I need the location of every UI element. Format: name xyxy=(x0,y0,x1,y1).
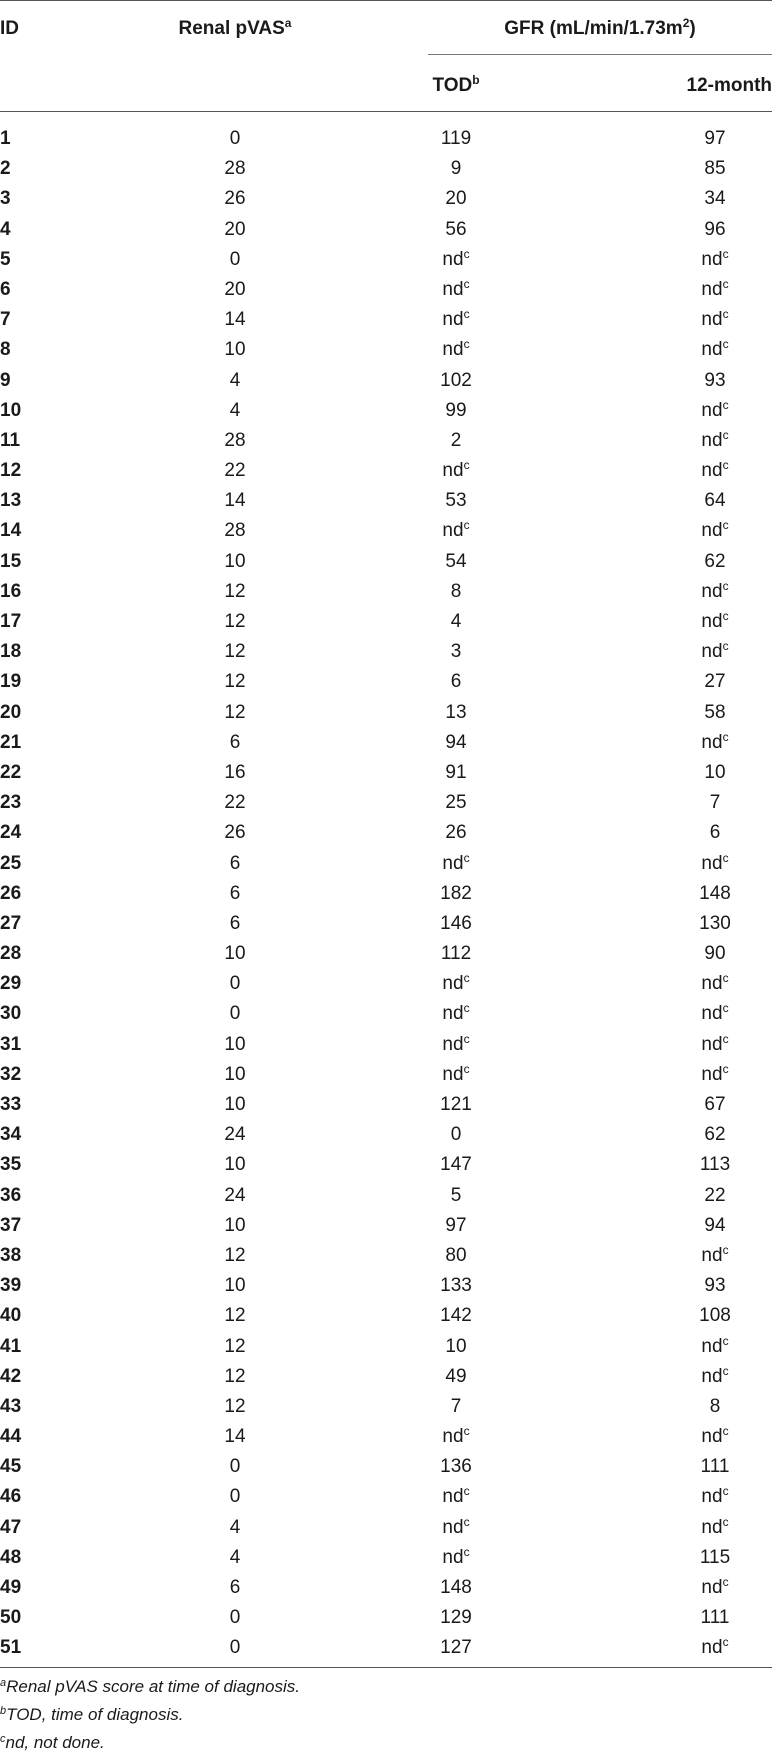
cell-id: 46 xyxy=(0,1486,22,1508)
cell-id: 51 xyxy=(0,1637,22,1659)
cell-id: 21 xyxy=(0,731,22,753)
cell-gfr-tod: 133 xyxy=(440,1275,472,1297)
cell-gfr-tod: 136 xyxy=(440,1456,472,1478)
cell-gfr-12-month: $nd^c$ xyxy=(701,639,729,663)
cell-renal-pvas: 16 xyxy=(224,761,246,783)
cell-gfr-12-month: 148 xyxy=(699,882,731,904)
cell-gfr-12-month: $nd^c$ xyxy=(701,609,729,632)
cell-gfr-12-month: 96 xyxy=(704,218,726,240)
table-row xyxy=(0,1573,772,1603)
footnote-b: $^b$TOD, time of diagnosis. xyxy=(0,1705,184,1724)
cell-renal-pvas: 4 xyxy=(229,1516,241,1538)
table-row xyxy=(0,456,772,486)
cell-renal-pvas: 0 xyxy=(229,1637,241,1659)
cell-renal-pvas: 10 xyxy=(224,1094,246,1115)
cell-gfr-12-month: $nd^c$ xyxy=(701,850,729,874)
cell-id: 20 xyxy=(0,701,22,723)
cell-renal-pvas: 0 xyxy=(229,248,241,270)
cell-gfr-tod: 99 xyxy=(445,399,467,421)
cell-renal-pvas: 12 xyxy=(224,611,246,632)
cell-gfr-12-month: $nd^c$ xyxy=(701,1424,729,1448)
cell-id: 48 xyxy=(0,1546,22,1568)
cell-id: 38 xyxy=(0,1244,22,1266)
cell-gfr-tod: 4 xyxy=(450,611,462,632)
cell-renal-pvas: 12 xyxy=(224,1244,246,1266)
cell-renal-pvas: 22 xyxy=(224,460,246,482)
table-row xyxy=(0,1030,772,1060)
cell-renal-pvas: 10 xyxy=(224,1154,246,1176)
cell-renal-pvas: 28 xyxy=(224,520,246,542)
cell-id: 16 xyxy=(0,580,22,602)
table-row xyxy=(0,215,772,245)
cell-gfr-12-month: $nd^c$ xyxy=(701,1635,729,1659)
cell-id: 8 xyxy=(0,339,11,361)
cell-id: 47 xyxy=(0,1516,22,1538)
cell-gfr-12-month: 7 xyxy=(709,792,721,814)
cell-gfr-tod: $nd^c$ xyxy=(442,850,470,874)
cell-gfr-tod: 8 xyxy=(450,580,462,602)
cell-gfr-tod: $nd^c$ xyxy=(442,1061,470,1085)
cell-gfr-tod: $nd^c$ xyxy=(442,1031,470,1055)
cell-id: 23 xyxy=(0,792,22,814)
cell-gfr-12-month: 22 xyxy=(704,1184,726,1206)
table-row xyxy=(0,1181,772,1211)
cell-gfr-12-month: 97 xyxy=(704,128,726,149)
cell-renal-pvas: 12 xyxy=(224,1305,246,1327)
cell-gfr-tod: 9 xyxy=(450,158,462,180)
cell-gfr-12-month: $nd^c$ xyxy=(701,307,729,331)
table-row xyxy=(0,577,772,607)
cell-gfr-12-month: 10 xyxy=(704,761,726,783)
table-row xyxy=(0,1392,772,1422)
cell-gfr-12-month: 111 xyxy=(700,1456,730,1478)
cell-gfr-tod: 25 xyxy=(445,792,467,814)
cell-id: 22 xyxy=(0,761,22,783)
cell-gfr-12-month: 62 xyxy=(704,1124,726,1146)
table-row xyxy=(0,124,772,154)
cell-renal-pvas: 6 xyxy=(229,1577,241,1598)
cell-gfr-tod: 56 xyxy=(445,218,467,240)
table-row xyxy=(0,335,772,365)
table-row xyxy=(0,818,772,848)
cell-renal-pvas: 28 xyxy=(224,158,246,180)
cell-renal-pvas: 12 xyxy=(224,580,246,602)
cell-renal-pvas: 10 xyxy=(224,943,246,965)
cell-gfr-12-month: $nd^c$ xyxy=(701,276,729,300)
cell-renal-pvas: 0 xyxy=(229,973,241,995)
cell-renal-pvas: 20 xyxy=(224,278,246,300)
cell-renal-pvas: 28 xyxy=(224,429,246,451)
cell-id: 18 xyxy=(0,641,22,663)
gfr-span-rule xyxy=(428,54,772,55)
table-row xyxy=(0,698,772,728)
cell-renal-pvas: 10 xyxy=(224,550,246,572)
cell-gfr-12-month: 27 xyxy=(704,671,726,693)
table-row xyxy=(0,1271,772,1301)
header-12-month: 12-month xyxy=(686,75,772,96)
footnote-c: $^c$nd, not done. xyxy=(0,1733,105,1752)
cell-id: 39 xyxy=(0,1275,22,1297)
cell-renal-pvas: 26 xyxy=(224,188,246,210)
cell-renal-pvas: 20 xyxy=(224,218,246,240)
cell-id: 11 xyxy=(0,429,21,451)
cell-gfr-tod: $nd^c$ xyxy=(442,1544,470,1568)
cell-id: 19 xyxy=(0,671,22,693)
cell-id: 45 xyxy=(0,1456,22,1478)
cell-renal-pvas: 12 xyxy=(224,701,246,723)
cell-gfr-12-month: $nd^c$ xyxy=(701,1333,729,1357)
cell-gfr-12-month: 8 xyxy=(709,1395,721,1417)
cell-renal-pvas: 0 xyxy=(229,1486,241,1508)
cell-gfr-tod: 129 xyxy=(440,1607,472,1629)
cell-gfr-12-month: $nd^c$ xyxy=(701,971,729,995)
table-row xyxy=(0,999,772,1029)
cell-gfr-12-month: 85 xyxy=(704,158,726,180)
cell-gfr-tod: $nd^c$ xyxy=(442,1484,470,1508)
table-row xyxy=(0,969,772,999)
cell-renal-pvas: 24 xyxy=(224,1184,246,1206)
header-gfr: GFR $(mL/\min/1.73m^2)$ xyxy=(504,16,696,39)
cell-renal-pvas: 12 xyxy=(224,641,246,663)
cell-gfr-tod: $nd^c$ xyxy=(442,1424,470,1448)
cell-gfr-12-month: $nd^c$ xyxy=(701,518,729,542)
cell-renal-pvas: 14 xyxy=(224,1426,246,1448)
table-row xyxy=(0,1422,772,1452)
cell-id: 12 xyxy=(0,460,22,482)
cell-gfr-tod: 0 xyxy=(450,1124,462,1146)
cell-gfr-12-month: 115 xyxy=(699,1546,731,1568)
table-row xyxy=(0,1241,772,1271)
cell-gfr-12-month: 6 xyxy=(709,822,721,844)
cell-renal-pvas: 24 xyxy=(224,1124,246,1146)
cell-gfr-12-month: $nd^c$ xyxy=(701,397,729,421)
cell-gfr-tod: 91 xyxy=(445,761,467,783)
cell-gfr-12-month: 93 xyxy=(704,1275,726,1297)
cell-gfr-tod: 3 xyxy=(450,641,462,663)
cell-renal-pvas: 4 xyxy=(229,1546,241,1568)
cell-gfr-12-month: $nd^c$ xyxy=(701,1061,729,1085)
cell-id: 35 xyxy=(0,1154,22,1176)
cell-id: 6 xyxy=(0,278,11,300)
cell-gfr-tod: 119 xyxy=(440,128,472,149)
cell-renal-pvas: 12 xyxy=(224,1395,246,1417)
table-row xyxy=(0,547,772,577)
cell-renal-pvas: 22 xyxy=(224,792,246,814)
table-row xyxy=(0,1543,772,1573)
table-row xyxy=(0,758,772,788)
table-body xyxy=(0,124,772,1664)
cell-gfr-12-month: 108 xyxy=(699,1305,731,1327)
cell-gfr-12-month: 111 xyxy=(700,1607,730,1629)
cell-gfr-12-month: 67 xyxy=(704,1094,726,1115)
table-row xyxy=(0,1060,772,1090)
cell-gfr-12-month: $nd^c$ xyxy=(701,337,729,361)
cell-gfr-tod: 146 xyxy=(440,912,472,934)
table-row xyxy=(0,154,772,184)
table-bottom-rule xyxy=(0,1667,772,1668)
cell-renal-pvas: 0 xyxy=(229,1607,241,1629)
table-row xyxy=(0,366,772,396)
cell-id: 3 xyxy=(0,188,11,210)
table-row xyxy=(0,184,772,214)
cell-gfr-12-month: 113 xyxy=(699,1154,731,1176)
cell-gfr-tod: 2 xyxy=(450,429,462,451)
cell-gfr-12-month: 90 xyxy=(704,943,726,965)
cell-id: 14 xyxy=(0,520,22,542)
cell-gfr-12-month: 94 xyxy=(704,1214,726,1236)
table-row xyxy=(0,1332,772,1362)
cell-renal-pvas: 0 xyxy=(229,1456,241,1478)
table-row xyxy=(0,1452,772,1482)
cell-id: 37 xyxy=(0,1214,22,1236)
cell-id: 17 xyxy=(0,611,22,632)
cell-gfr-12-month: $nd^c$ xyxy=(701,427,729,451)
header-id: ID xyxy=(0,18,19,39)
header-renal-pvas: Renal pVAS$^a$ xyxy=(178,16,292,39)
cell-renal-pvas: 0 xyxy=(229,1003,241,1025)
header-tod: TOD$^b$ xyxy=(432,73,480,96)
cell-id: 42 xyxy=(0,1365,22,1387)
cell-gfr-tod: 49 xyxy=(445,1365,467,1387)
cell-gfr-tod: 13 xyxy=(445,701,467,723)
cell-renal-pvas: 10 xyxy=(224,1033,246,1055)
cell-renal-pvas: 6 xyxy=(229,912,241,934)
table-row xyxy=(0,426,772,456)
table-row xyxy=(0,1482,772,1512)
table-row xyxy=(0,1150,772,1180)
cell-gfr-12-month: $nd^c$ xyxy=(701,1001,729,1025)
cell-renal-pvas: 6 xyxy=(229,852,241,874)
cell-id: 15 xyxy=(0,550,22,572)
table-row xyxy=(0,939,772,969)
cell-gfr-12-month: $nd^c$ xyxy=(701,1242,729,1266)
cell-gfr-12-month: $nd^c$ xyxy=(701,1575,729,1598)
table-row xyxy=(0,1301,772,1331)
cell-id: 30 xyxy=(0,1003,22,1025)
cell-gfr-tod: $nd^c$ xyxy=(442,307,470,331)
cell-id: 4 xyxy=(0,218,11,240)
cell-gfr-tod: 5 xyxy=(450,1184,462,1206)
cell-gfr-tod: $nd^c$ xyxy=(442,246,470,270)
cell-id: 26 xyxy=(0,882,22,904)
cell-gfr-tod: 102 xyxy=(440,369,472,391)
cell-gfr-tod: 10 xyxy=(445,1335,467,1357)
cell-id: 13 xyxy=(0,490,22,512)
header-rule xyxy=(0,111,772,112)
cell-id: 40 xyxy=(0,1305,22,1327)
cell-gfr-12-month: 58 xyxy=(704,701,726,723)
cell-renal-pvas: 12 xyxy=(224,1365,246,1387)
cell-id: 31 xyxy=(0,1033,22,1055)
cell-id: 50 xyxy=(0,1607,22,1629)
cell-renal-pvas: 10 xyxy=(224,1214,246,1236)
cell-id: 2 xyxy=(0,158,11,180)
cell-gfr-12-month: $nd^c$ xyxy=(701,1484,729,1508)
cell-id: 44 xyxy=(0,1426,22,1448)
cell-gfr-tod: $nd^c$ xyxy=(442,1001,470,1025)
cell-gfr-tod: 182 xyxy=(440,882,472,904)
cell-gfr-tod: 26 xyxy=(445,822,467,844)
cell-gfr-12-month: 93 xyxy=(704,369,726,391)
cell-gfr-tod: 6 xyxy=(450,671,462,693)
cell-id: 49 xyxy=(0,1577,22,1598)
cell-gfr-12-month: $nd^c$ xyxy=(701,1514,729,1538)
cell-gfr-12-month: $nd^c$ xyxy=(701,1031,729,1055)
cell-renal-pvas: 4 xyxy=(229,369,241,391)
cell-gfr-tod: 53 xyxy=(445,490,467,512)
table-row xyxy=(0,728,772,758)
cell-gfr-12-month: $nd^c$ xyxy=(701,578,729,602)
cell-renal-pvas: 14 xyxy=(224,309,246,331)
table-row xyxy=(0,1120,772,1150)
table-row xyxy=(0,245,772,275)
cell-id: 34 xyxy=(0,1124,22,1146)
table-row xyxy=(0,1211,772,1241)
cell-gfr-tod: 94 xyxy=(445,731,467,753)
cell-renal-pvas: 10 xyxy=(224,1063,246,1085)
cell-renal-pvas: 26 xyxy=(224,822,246,844)
cell-renal-pvas: 6 xyxy=(229,882,241,904)
cell-gfr-12-month: $nd^c$ xyxy=(701,1363,729,1387)
cell-gfr-tod: 97 xyxy=(445,1214,467,1236)
cell-gfr-tod: 142 xyxy=(440,1305,472,1327)
cell-gfr-12-month: 62 xyxy=(704,550,726,572)
footnote-a: $^a$Renal pVAS score at time of diagnosis. xyxy=(0,1677,301,1696)
table-row xyxy=(0,1362,772,1392)
cell-renal-pvas: 4 xyxy=(229,399,241,421)
cell-gfr-12-month: $nd^c$ xyxy=(701,246,729,270)
cell-id: 32 xyxy=(0,1063,22,1085)
cell-gfr-tod: 80 xyxy=(445,1244,467,1266)
cell-id: 27 xyxy=(0,912,22,934)
table-top-rule xyxy=(0,0,772,1)
cell-id: 25 xyxy=(0,852,22,874)
cell-gfr-tod: 7 xyxy=(450,1395,462,1417)
cell-id: 36 xyxy=(0,1184,22,1206)
cell-gfr-12-month: 130 xyxy=(699,912,731,934)
table-row xyxy=(0,516,772,546)
table-row xyxy=(0,788,772,818)
cell-gfr-tod: $nd^c$ xyxy=(442,337,470,361)
cell-renal-pvas: 12 xyxy=(224,1335,246,1357)
table-row xyxy=(0,1603,772,1633)
cell-gfr-tod: 147 xyxy=(440,1154,472,1176)
table-row xyxy=(0,667,772,697)
cell-id: 43 xyxy=(0,1395,22,1417)
cell-gfr-tod: $nd^c$ xyxy=(442,518,470,542)
cell-id: 7 xyxy=(0,309,11,331)
cell-gfr-tod: 112 xyxy=(440,943,472,965)
cell-gfr-tod: 20 xyxy=(445,188,467,210)
cell-gfr-tod: $nd^c$ xyxy=(442,1514,470,1538)
cell-id: 5 xyxy=(0,248,11,270)
cell-id: 10 xyxy=(0,399,22,421)
table-row xyxy=(0,849,772,879)
cell-gfr-tod: 148 xyxy=(440,1577,472,1598)
cell-id: 33 xyxy=(0,1094,22,1115)
cell-id: 1 xyxy=(0,128,11,149)
cell-gfr-tod: 54 xyxy=(445,550,467,572)
cell-renal-pvas: 6 xyxy=(229,731,241,753)
cell-renal-pvas: 0 xyxy=(229,128,241,149)
cell-gfr-12-month: $nd^c$ xyxy=(701,458,729,482)
cell-renal-pvas: 10 xyxy=(224,339,246,361)
cell-renal-pvas: 12 xyxy=(224,671,246,693)
table-row xyxy=(0,305,772,335)
cell-id: 24 xyxy=(0,822,22,844)
cell-gfr-12-month: 64 xyxy=(704,490,726,512)
table-row xyxy=(0,1633,772,1663)
cell-gfr-tod: $nd^c$ xyxy=(442,971,470,995)
table-row xyxy=(0,637,772,667)
cell-id: 41 xyxy=(0,1335,22,1357)
table-row xyxy=(0,879,772,909)
table-row xyxy=(0,396,772,426)
table-row xyxy=(0,1513,772,1543)
table-row xyxy=(0,909,772,939)
cell-gfr-tod: $nd^c$ xyxy=(442,458,470,482)
table-row xyxy=(0,607,772,637)
table-row xyxy=(0,486,772,516)
cell-gfr-tod: 121 xyxy=(440,1094,472,1115)
cell-gfr-tod: $nd^c$ xyxy=(442,276,470,300)
cell-id: 9 xyxy=(0,369,11,391)
cell-id: 28 xyxy=(0,943,22,965)
cell-renal-pvas: 10 xyxy=(224,1275,246,1297)
cell-gfr-12-month: 34 xyxy=(704,188,726,210)
table-row xyxy=(0,275,772,305)
table-row xyxy=(0,1090,772,1120)
cell-renal-pvas: 14 xyxy=(224,490,246,512)
cell-gfr-12-month: $nd^c$ xyxy=(701,729,729,753)
cell-gfr-tod: 127 xyxy=(440,1637,472,1659)
cell-id: 29 xyxy=(0,973,22,995)
